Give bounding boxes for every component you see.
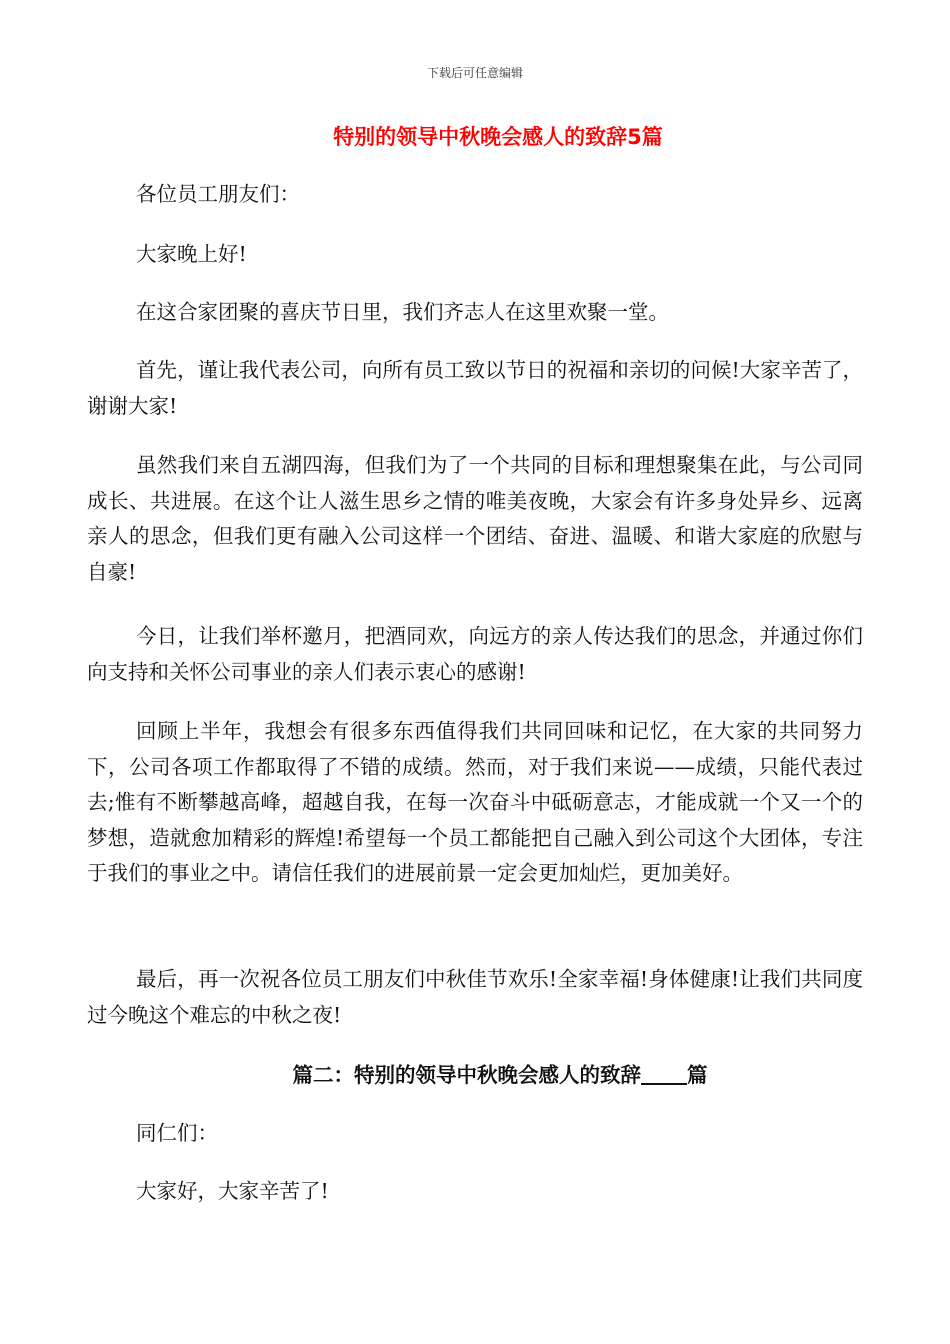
closing-paragraph: 最后，再一次祝各位员工朋友们中秋佳节欢乐!全家幸福!身体健康!让我们共同度过今晚这个难忘的中秋之夜!	[87, 967, 863, 1027]
greeting-paragraph: 各位员工朋友们：	[136, 182, 300, 206]
opening-paragraph: 大家晚上好!	[136, 242, 247, 266]
title-blank-underline	[641, 1063, 687, 1085]
header-note: 下载后可任意编辑	[426, 66, 523, 80]
section-title-text: 篇二：特别的领导中秋晚会感人的致辞	[292, 1063, 641, 1087]
body-paragraph: 在这合家团聚的喜庆节日里，我们齐志人在这里欢聚一堂。	[136, 300, 669, 324]
body-paragraph: 虽然我们来自五湖四海，但我们为了一个共同的目标和理想聚集在此，与公司同成长、共进展。在这个让人滋生思乡之情的唯美夜晚，大家会有许多身处异乡、远离亲人的思念，但我们更有融入公司这样一个团结、奋进、温暖、和谐大家庭的欣慰与自豪!	[87, 453, 863, 584]
section2-opening: 大家好，大家辛苦了!	[136, 1179, 329, 1203]
body-paragraph: 首先，谨让我代表公司，向所有员工致以节日的祝福和亲切的问候!大家辛苦了，谢谢大家!	[87, 358, 863, 418]
document-title: 特别的领导中秋晚会感人的致辞5篇	[333, 125, 663, 149]
section-title	[0, 1060, 950, 1090]
section2-greeting: 同仁们：	[136, 1121, 218, 1145]
section-title-suffix: 篇	[687, 1063, 708, 1087]
body-paragraph: 回顾上半年，我想会有很多东西值得我们共同回味和记忆，在大家的共同努力下，公司各项工作都取得了不错的成绩。然而，对于我们来说——成绩，只能代表过去;惟有不断攀越高峰，超越自我，在每一次奋斗中砥砺意志，才能成就一个又一个的梦想，造就愈加精彩的辉煌!希望每一个员工都能把自己融入到公司这个大团体，专注于我们的事业之中。请信任我们的进展前景一定会更加灿烂，更加美好。	[87, 719, 863, 885]
body-paragraph: 今日，让我们举杯邀月，把酒同欢，向远方的亲人传达我们的思念，并通过你们向支持和关怀公司事业的亲人们表示衷心的感谢!	[87, 624, 863, 684]
